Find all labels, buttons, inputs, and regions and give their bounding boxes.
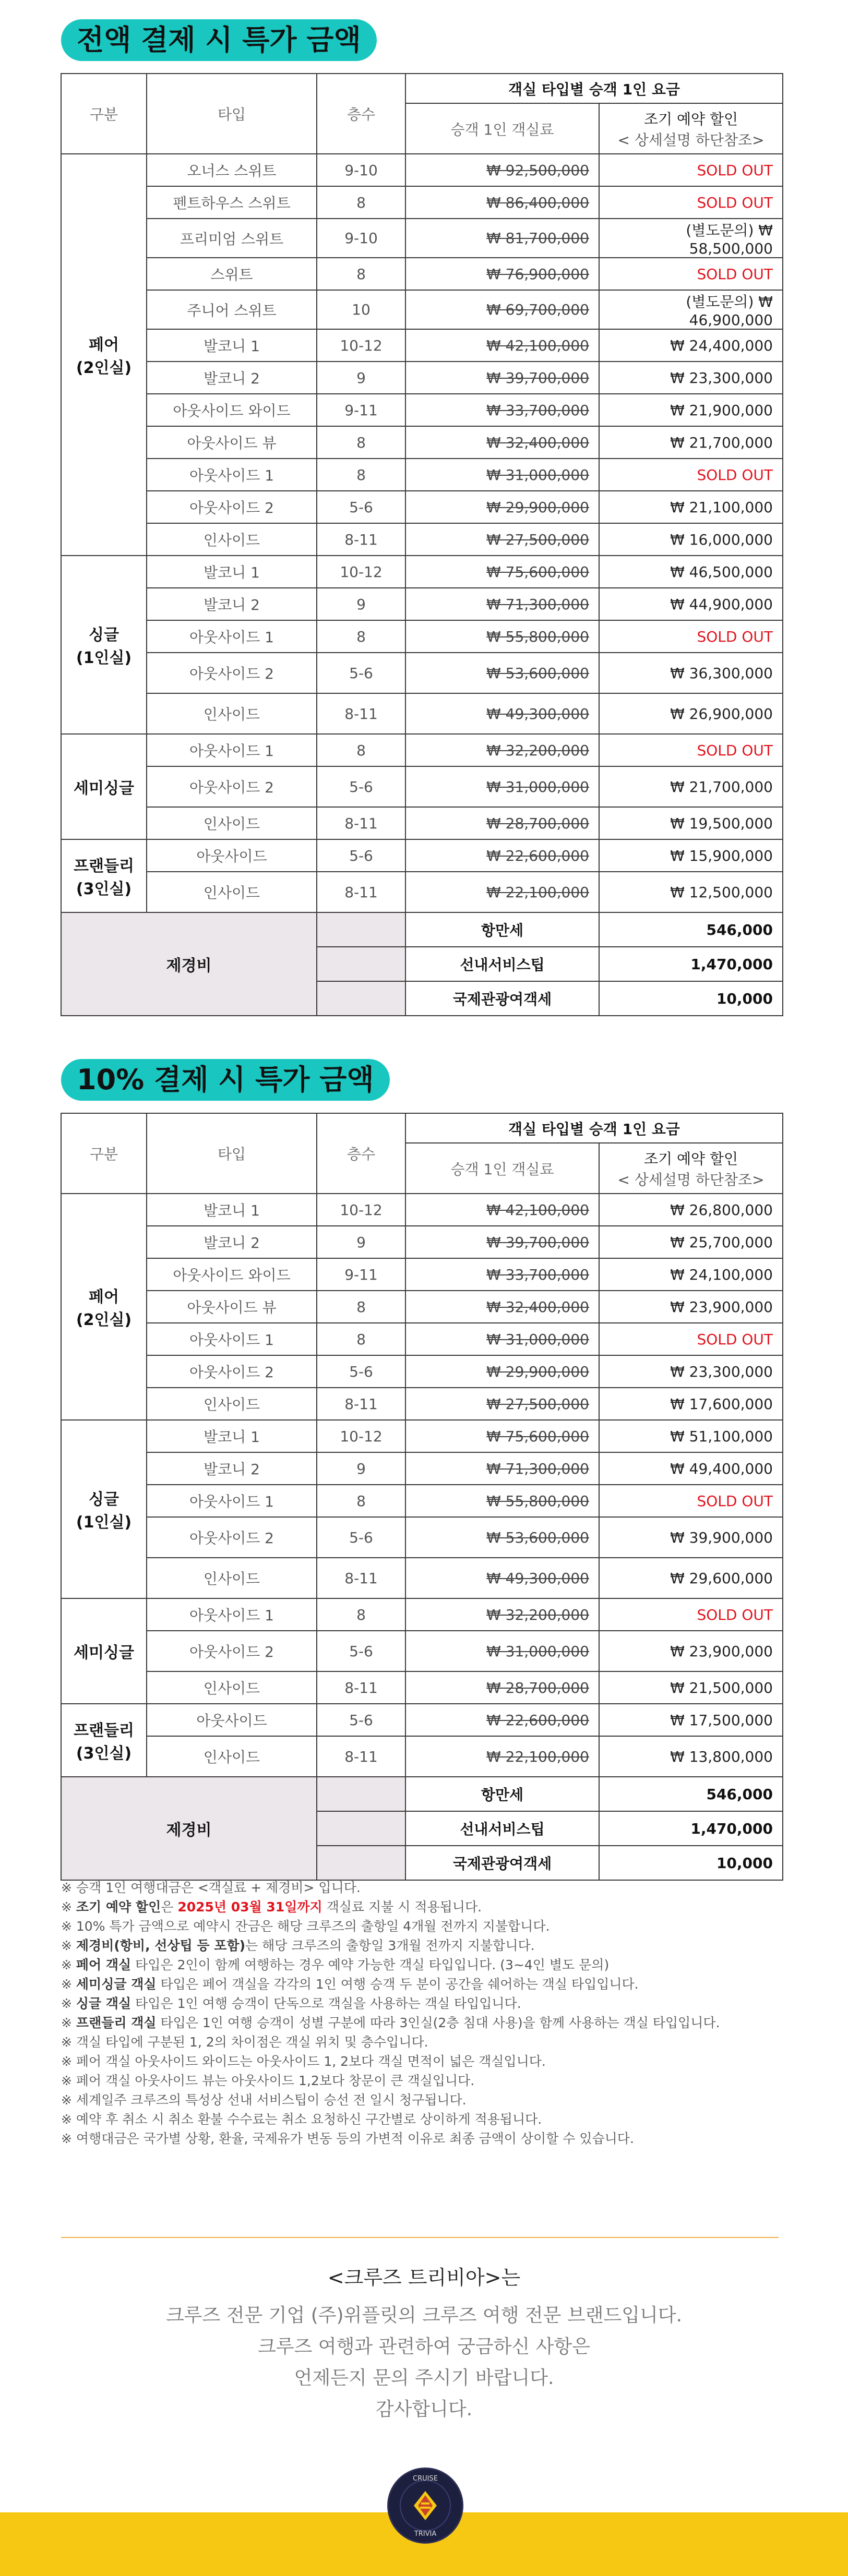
floor: 8 [317, 426, 405, 459]
floor: 8-11 [317, 1388, 405, 1420]
floor: 8 [317, 1323, 405, 1355]
note-bold: 조기 예약 할인 [76, 1899, 161, 1915]
note-prefix: ※ 여행대금은 국가별 상황, 환율, 국제유가 변동 등의 가변적 이유로 최종 금액이 상이할 수 있습니다. [61, 2131, 634, 2146]
table-row [61, 653, 783, 693]
floor: 5-6 [317, 766, 405, 807]
regular-price: ₩ 22,600,000 [405, 839, 599, 872]
early-booking-price: ₩ 17,500,000 [599, 1704, 783, 1736]
floor: 5-6 [317, 1355, 405, 1388]
table-row [61, 426, 783, 459]
floor: 5-6 [317, 1631, 405, 1671]
regular-price: ₩ 33,700,000 [405, 1258, 599, 1291]
table-row [61, 523, 783, 556]
note-bold: 싱글 객실 [76, 1996, 132, 2011]
floor: 9 [317, 1226, 405, 1258]
floor: 5-6 [317, 1704, 405, 1736]
early-booking-price: ₩ 21,100,000 [599, 491, 783, 523]
early-booking-price: ₩ 51,100,000 [599, 1420, 783, 1452]
notes-list [61, 1878, 792, 2148]
regular-price: ₩ 32,200,000 [405, 734, 599, 766]
section-title-ten-percent-payment: 10% 결제 시 특가 금액 [61, 1059, 390, 1101]
cabin-type: 스위트 [147, 258, 317, 290]
note-rest: 타입은 2인이 함께 여행하는 경우 예약 가능한 객실 타입입니다. (3~4인 별도 문의) [131, 1957, 610, 1972]
table-row [61, 1258, 783, 1291]
table-row [61, 1323, 783, 1355]
table-row [61, 459, 783, 491]
regular-price: ₩ 53,600,000 [405, 1517, 599, 1558]
floor: 8 [317, 1598, 405, 1631]
cabin-type: 오너스 스위트 [147, 154, 317, 186]
header-early-line1: 조기 예약 할인 [643, 110, 738, 128]
floor: 9 [317, 588, 405, 620]
regular-price: ₩ 33,700,000 [405, 394, 599, 426]
header-type: 타입 [147, 1113, 317, 1194]
regular-price: ₩ 39,700,000 [405, 1226, 599, 1258]
floor: 10-12 [317, 556, 405, 588]
cabin-type: 발코니 1 [147, 1194, 317, 1226]
note-item [61, 1917, 792, 1936]
regular-price: ₩ 28,700,000 [405, 1671, 599, 1704]
note-highlight: 2025년 03월 31일까지 [177, 1899, 323, 1915]
fee-blank-cell [317, 1777, 405, 1811]
table-row [61, 1194, 783, 1226]
table-row [61, 556, 783, 588]
header-early-line2: < 상세설명 하단참조> [617, 131, 765, 149]
note-prefix: ※ 승객 1인 여행대금은 <객실료 + 제경비> 입니다. [61, 1880, 361, 1895]
sold-out-badge: SOLD OUT [599, 734, 783, 766]
header-regular: 승객 1인 객실료 [405, 103, 599, 154]
header-type: 타입 [147, 74, 317, 154]
group-label: 페어 (2인실) [61, 1194, 147, 1420]
contact-text-2: 언제든지 문의 주시기 바랍니다. [294, 2367, 554, 2389]
regular-price: ₩ 42,100,000 [405, 329, 599, 362]
regular-price: ₩ 55,800,000 [405, 1485, 599, 1517]
price-table-ten-percent-payment [61, 1113, 783, 1881]
table-row [61, 1631, 783, 1671]
floor: 8-11 [317, 1736, 405, 1777]
header-early-line2: < 상세설명 하단참조> [617, 1171, 765, 1188]
cabin-type: 인사이드 [147, 1736, 317, 1777]
early-booking-price: ₩ 19,500,000 [599, 807, 783, 839]
floor: 5-6 [317, 839, 405, 872]
table-row [61, 588, 783, 620]
note-prefix: ※ 페어 객실 아웃사이드 와이드는 아웃사이드 1, 2보다 객실 면적이 넓은 객실입니다. [61, 2054, 546, 2069]
table-row [61, 1291, 783, 1323]
table-row [61, 1736, 783, 1777]
floor: 9-10 [317, 154, 405, 186]
table-row [61, 394, 783, 426]
regular-price: ₩ 32,400,000 [405, 1291, 599, 1323]
floor: 9-11 [317, 394, 405, 426]
header-price-group: 객실 타입별 승객 1인 요금 [405, 74, 783, 103]
cabin-type: 아웃사이드 뷰 [147, 426, 317, 459]
early-booking-price: ₩ 16,000,000 [599, 523, 783, 556]
regular-price: ₩ 53,600,000 [405, 653, 599, 693]
floor: 10-12 [317, 329, 405, 362]
regular-price: ₩ 29,900,000 [405, 491, 599, 523]
group-label: 프랜들리 (3인실) [61, 839, 147, 912]
fee-value: 10,000 [599, 981, 783, 1016]
table-row [61, 807, 783, 839]
floor: 5-6 [317, 653, 405, 693]
group-label: 프랜들리 (3인실) [61, 1704, 147, 1777]
early-booking-price: ₩ 26,800,000 [599, 1194, 783, 1226]
header-group: 구분 [61, 74, 147, 154]
fee-name: 항만세 [405, 912, 599, 947]
table-row [61, 1671, 783, 1704]
floor: 10-12 [317, 1420, 405, 1452]
thanks-text: 감사합니다. [375, 2399, 473, 2420]
regular-price: ₩ 86,400,000 [405, 186, 599, 219]
table-row [61, 620, 783, 653]
regular-price: ₩ 92,500,000 [405, 154, 599, 186]
floor: 9 [317, 362, 405, 394]
table-row [61, 1420, 783, 1452]
note-item [61, 2032, 792, 2052]
sold-out-badge: SOLD OUT [599, 186, 783, 219]
early-booking-price: ₩ 23,300,000 [599, 1355, 783, 1388]
group-label: 세미싱글 [61, 734, 147, 839]
logo-top-text: CRUISE [413, 2475, 438, 2483]
cabin-type: 아웃사이드 [147, 1704, 317, 1736]
fee-value: 546,000 [599, 912, 783, 947]
table-row [61, 734, 783, 766]
floor: 9-10 [317, 219, 405, 258]
sold-out-badge: SOLD OUT [599, 620, 783, 653]
note-item [61, 2071, 792, 2090]
cabin-type: 인사이드 [147, 693, 317, 734]
cabin-type: 발코니 2 [147, 1226, 317, 1258]
brand-intro: <크루즈 트리비아>는 [327, 2266, 521, 2289]
contact-text: 크루즈 여행과 관련하여 궁금하신 사항은 [258, 2336, 590, 2357]
group-label: 싱글 (1인실) [61, 556, 147, 734]
fee-blank-cell [317, 1811, 405, 1846]
cabin-type: 아웃사이드 1 [147, 734, 317, 766]
floor: 8 [317, 1291, 405, 1323]
note-prefix: ※ [61, 1977, 76, 1992]
regular-price: ₩ 55,800,000 [405, 620, 599, 653]
early-booking-price: ₩ 21,900,000 [599, 394, 783, 426]
note-rest: 타입은 페어 객실을 각각의 1인 여행 승객 두 분이 공간을 쉐어하는 객실 타입입니다. [156, 1977, 639, 1992]
note-prefix: ※ [61, 1957, 76, 1972]
sold-out-badge: SOLD OUT [599, 1323, 783, 1355]
table-row [61, 1517, 783, 1558]
regular-price: ₩ 22,100,000 [405, 872, 599, 912]
floor: 8-11 [317, 1671, 405, 1704]
note-prefix: ※ [61, 2015, 76, 2030]
fee-blank-cell [317, 1846, 405, 1880]
cabin-type: 발코니 1 [147, 329, 317, 362]
note-rest: 객실료 지불 시 적용됩니다. [322, 1899, 482, 1915]
cabin-type: 아웃사이드 2 [147, 1517, 317, 1558]
early-booking-price: ₩ 21,700,000 [599, 426, 783, 459]
regular-price: ₩ 81,700,000 [405, 219, 599, 258]
regular-price: ₩ 32,400,000 [405, 426, 599, 459]
logo-bottom-text: TRIVIA [414, 2530, 437, 2538]
early-booking-price: ₩ 23,300,000 [599, 362, 783, 394]
floor: 8 [317, 1485, 405, 1517]
cabin-type: 발코니 2 [147, 362, 317, 394]
early-booking-price: ₩ 36,300,000 [599, 653, 783, 693]
cabin-type: 인사이드 [147, 1671, 317, 1704]
note-item [61, 1878, 792, 1897]
regular-price: ₩ 27,500,000 [405, 1388, 599, 1420]
regular-price: ₩ 76,900,000 [405, 258, 599, 290]
group-label: 세미싱글 [61, 1598, 147, 1704]
cabin-type: 아웃사이드 1 [147, 1598, 317, 1631]
table-row [61, 1452, 783, 1485]
regular-price: ₩ 28,700,000 [405, 807, 599, 839]
fee-blank-cell [317, 912, 405, 947]
regular-price: ₩ 31,000,000 [405, 1631, 599, 1671]
table-row [61, 839, 783, 872]
early-booking-price: ₩ 23,900,000 [599, 1631, 783, 1671]
cabin-type: 아웃사이드 2 [147, 491, 317, 523]
table-row [61, 219, 783, 258]
early-booking-price: ₩ 23,900,000 [599, 1291, 783, 1323]
cabin-type: 펜트하우스 스위트 [147, 186, 317, 219]
table-row [61, 1355, 783, 1388]
early-booking-price: (별도문의) ₩ 46,900,000 [599, 290, 783, 329]
header-early-line1: 조기 예약 할인 [643, 1150, 738, 1167]
table-row [61, 1226, 783, 1258]
fee-row [61, 912, 783, 947]
early-booking-price: ₩ 13,800,000 [599, 1736, 783, 1777]
price-table-full-payment [61, 73, 783, 1016]
early-booking-price: ₩ 24,100,000 [599, 1258, 783, 1291]
cruise-trivia-logo [387, 2467, 463, 2544]
table-row [61, 1704, 783, 1736]
header-early-booking [599, 1143, 783, 1194]
cabin-type: 인사이드 [147, 1558, 317, 1598]
early-booking-price: ₩ 29,600,000 [599, 1558, 783, 1598]
fee-value: 546,000 [599, 1777, 783, 1811]
note-prefix: ※ 세계일주 크루즈의 특성상 선내 서비스팁이 승선 전 일시 청구됩니다. [61, 2092, 467, 2108]
sold-out-badge: SOLD OUT [599, 258, 783, 290]
early-booking-price: ₩ 24,400,000 [599, 329, 783, 362]
fee-blank-cell [317, 947, 405, 981]
note-rest: 는 해당 크루즈의 출항일 3개월 전까지 지불합니다. [245, 1938, 535, 1953]
fee-name: 국제관광여객세 [405, 1846, 599, 1880]
floor: 8 [317, 258, 405, 290]
header-group: 구분 [61, 1113, 147, 1194]
floor: 5-6 [317, 1517, 405, 1558]
early-booking-price: ₩ 46,500,000 [599, 556, 783, 588]
table-row [61, 186, 783, 219]
note-bold: 페어 객실 [76, 1957, 132, 1972]
floor: 9 [317, 1452, 405, 1485]
cabin-type: 아웃사이드 2 [147, 1355, 317, 1388]
floor: 8 [317, 734, 405, 766]
note-item [61, 1994, 792, 2013]
regular-price: ₩ 31,000,000 [405, 1323, 599, 1355]
note-prefix: ※ 예약 후 취소 시 취소 환불 수수료는 취소 요청하신 구간별로 상이하게 적용됩니다. [61, 2112, 542, 2127]
cabin-type: 주니어 스위트 [147, 290, 317, 329]
group-label: 페어 (2인실) [61, 154, 147, 556]
regular-price: ₩ 49,300,000 [405, 1558, 599, 1598]
cabin-type: 아웃사이드 2 [147, 653, 317, 693]
note-prefix: ※ [61, 1899, 76, 1915]
early-booking-price: ₩ 21,700,000 [599, 766, 783, 807]
note-prefix: ※ 페어 객실 아웃사이드 뷰는 아웃사이드 1,2보다 창문이 큰 객실입니다. [61, 2073, 475, 2088]
fee-name: 항만세 [405, 1777, 599, 1811]
cabin-type: 아웃사이드 2 [147, 766, 317, 807]
note-item [61, 1975, 792, 1994]
table-row [61, 872, 783, 912]
early-booking-price: ₩ 12,500,000 [599, 872, 783, 912]
fee-value: 1,470,000 [599, 1811, 783, 1846]
regular-price: ₩ 29,900,000 [405, 1355, 599, 1388]
early-booking-price: ₩ 26,900,000 [599, 693, 783, 734]
regular-price: ₩ 31,000,000 [405, 459, 599, 491]
regular-price: ₩ 71,300,000 [405, 1452, 599, 1485]
sold-out-badge: SOLD OUT [599, 1598, 783, 1631]
note-item [61, 1955, 792, 1975]
group-label: 싱글 (1인실) [61, 1420, 147, 1598]
table-row [61, 258, 783, 290]
table-row [61, 154, 783, 186]
cabin-type: 아웃사이드 [147, 839, 317, 872]
note-item [61, 2013, 792, 2032]
header-price-group: 객실 타입별 승객 1인 요금 [405, 1113, 783, 1143]
floor: 10-12 [317, 1194, 405, 1226]
floor: 8-11 [317, 807, 405, 839]
table-row [61, 329, 783, 362]
sold-out-badge: SOLD OUT [599, 459, 783, 491]
fee-label: 제경비 [61, 912, 317, 1016]
note-bold: 프랜들리 객실 [76, 2015, 157, 2030]
regular-price: ₩ 39,700,000 [405, 362, 599, 394]
note-item [61, 2090, 792, 2110]
note-item [61, 2110, 792, 2129]
header-early-booking [599, 103, 783, 154]
cabin-type: 인사이드 [147, 523, 317, 556]
cabin-type: 아웃사이드 1 [147, 1485, 317, 1517]
regular-price: ₩ 42,100,000 [405, 1194, 599, 1226]
cabin-type: 아웃사이드 1 [147, 1323, 317, 1355]
regular-price: ₩ 22,100,000 [405, 1736, 599, 1777]
header-floor: 층수 [317, 1113, 405, 1194]
note-rest: 타입은 1인 여행 승객이 성별 구분에 따라 3인실(2층 침대 사용)을 함께 사용하는 객실 타입입니다. [156, 2015, 720, 2030]
table-row [61, 1558, 783, 1598]
cabin-type: 인사이드 [147, 872, 317, 912]
note-bold: 제경비(항비, 선상팁 등 포함) [76, 1938, 246, 1953]
header-floor: 층수 [317, 74, 405, 154]
sold-out-badge: SOLD OUT [599, 1485, 783, 1517]
cabin-type: 발코니 2 [147, 1452, 317, 1485]
note-rest: 타입은 1인 여행 승객이 단독으로 객실을 사용하는 객실 타입입니다. [131, 1996, 521, 2011]
note-prefix: ※ [61, 1938, 76, 1953]
note-item [61, 1936, 792, 1955]
floor: 8-11 [317, 1558, 405, 1598]
floor: 8-11 [317, 523, 405, 556]
early-booking-price: ₩ 15,900,000 [599, 839, 783, 872]
regular-price: ₩ 71,300,000 [405, 588, 599, 620]
note-mid: 은 [161, 1899, 178, 1915]
fee-name: 국제관광여객세 [405, 981, 599, 1016]
table-row [61, 1598, 783, 1631]
regular-price: ₩ 75,600,000 [405, 556, 599, 588]
cabin-type: 발코니 2 [147, 588, 317, 620]
note-item [61, 2129, 792, 2148]
sold-out-badge: SOLD OUT [599, 154, 783, 186]
floor: 5-6 [317, 491, 405, 523]
note-prefix: ※ 객실 타입에 구분된 1, 2의 차이점은 객실 위치 및 층수입니다. [61, 2035, 428, 2050]
regular-price: ₩ 75,600,000 [405, 1420, 599, 1452]
early-booking-price: ₩ 49,400,000 [599, 1452, 783, 1485]
section-divider [61, 2237, 779, 2238]
regular-price: ₩ 27,500,000 [405, 523, 599, 556]
regular-price: ₩ 22,600,000 [405, 1704, 599, 1736]
table-row [61, 491, 783, 523]
cabin-type: 아웃사이드 2 [147, 1631, 317, 1671]
regular-price: ₩ 32,200,000 [405, 1598, 599, 1631]
cabin-type: 인사이드 [147, 807, 317, 839]
section-title-full-payment: 전액 결제 시 특가 금액 [61, 19, 377, 61]
header-regular: 승객 1인 객실료 [405, 1143, 599, 1194]
fee-blank-cell [317, 981, 405, 1016]
cabin-type: 아웃사이드 뷰 [147, 1291, 317, 1323]
note-prefix: ※ 10% 특가 금액으로 예약시 잔금은 해당 크루즈의 출항일 4개월 전까지 지불합니다. [61, 1919, 550, 1934]
fee-row [61, 1777, 783, 1811]
table-row [61, 1485, 783, 1517]
floor: 9-11 [317, 1258, 405, 1291]
table-row [61, 693, 783, 734]
cabin-type: 발코니 1 [147, 1420, 317, 1452]
note-item [61, 1897, 792, 1917]
cabin-type: 인사이드 [147, 1388, 317, 1420]
note-item [61, 2052, 792, 2071]
floor: 10 [317, 290, 405, 329]
regular-price: ₩ 31,000,000 [405, 766, 599, 807]
fee-name: 선내서비스팁 [405, 1811, 599, 1846]
fee-name: 선내서비스팁 [405, 947, 599, 981]
early-booking-price: ₩ 25,700,000 [599, 1226, 783, 1258]
fee-label: 제경비 [61, 1777, 317, 1880]
early-booking-price: ₩ 17,600,000 [599, 1388, 783, 1420]
floor: 8 [317, 186, 405, 219]
cabin-type: 아웃사이드 1 [147, 620, 317, 653]
early-booking-price: ₩ 39,900,000 [599, 1517, 783, 1558]
floor: 8 [317, 459, 405, 491]
table-row [61, 362, 783, 394]
early-booking-price: (별도문의) ₩ 58,500,000 [599, 219, 783, 258]
fee-value: 10,000 [599, 1846, 783, 1880]
table-row [61, 290, 783, 329]
ship-logo-icon [389, 2469, 462, 2542]
note-bold: 세미싱글 객실 [76, 1977, 157, 1992]
floor: 8 [317, 620, 405, 653]
floor: 8-11 [317, 693, 405, 734]
cabin-type: 프리미엄 스위트 [147, 219, 317, 258]
regular-price: ₩ 69,700,000 [405, 290, 599, 329]
cabin-type: 아웃사이드 1 [147, 459, 317, 491]
floor: 8-11 [317, 872, 405, 912]
table-row [61, 1388, 783, 1420]
cabin-type: 아웃사이드 와이드 [147, 394, 317, 426]
cabin-type: 발코니 1 [147, 556, 317, 588]
brand-description: 크루즈 전문 기업 (주)위플릿의 크루즈 여행 전문 브랜드입니다. [165, 2305, 683, 2326]
fee-value: 1,470,000 [599, 947, 783, 981]
cabin-type: 아웃사이드 와이드 [147, 1258, 317, 1291]
early-booking-price: ₩ 21,500,000 [599, 1671, 783, 1704]
note-prefix: ※ [61, 1996, 76, 2011]
early-booking-price: ₩ 44,900,000 [599, 588, 783, 620]
regular-price: ₩ 49,300,000 [405, 693, 599, 734]
table-row [61, 766, 783, 807]
